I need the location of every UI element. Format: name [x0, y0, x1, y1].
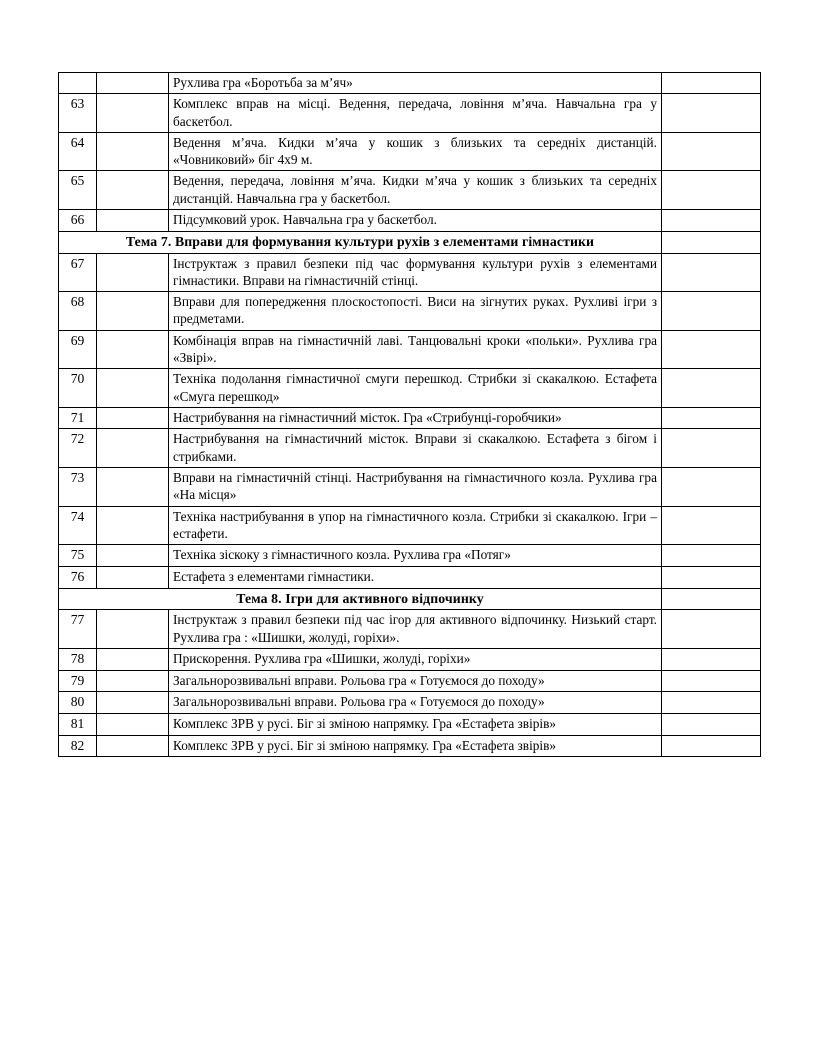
theme-header-row — [59, 231, 761, 253]
notes-cell[interactable] — [662, 566, 761, 588]
lesson-content-cell: Ведення м’яча. Кидки м’яча у кошик з близьких та середніх дистанцій. «Човниковий» біг 4х9 м. — [169, 132, 662, 171]
theme-title: Тема 8. Ігри для активного відпочинку — [59, 588, 662, 610]
table-row — [59, 545, 761, 567]
lesson-date-cell[interactable] — [97, 171, 169, 210]
lesson-content-cell: Підсумковий урок. Навчальна гра у баскетбол. — [169, 209, 662, 231]
lesson-number-cell: 64 — [59, 132, 97, 171]
table-row — [59, 506, 761, 545]
lesson-content-cell: Комплекс вправ на місці. Ведення, передача, ловіння м’яча. Навчальна гра у баскетбол. — [169, 94, 662, 133]
lesson-number-cell: 69 — [59, 330, 97, 369]
lesson-date-cell[interactable] — [97, 209, 169, 231]
lesson-number-cell: 80 — [59, 692, 97, 714]
lesson-number-cell: 66 — [59, 209, 97, 231]
table-row — [59, 429, 761, 468]
lesson-content-cell: Інструктаж з правил безпеки під час формування культури рухів з елементами гімнастики. Вправи на гімнастичній стінці. — [169, 253, 662, 292]
lesson-date-cell[interactable] — [97, 692, 169, 714]
notes-cell[interactable] — [662, 209, 761, 231]
lesson-number-cell: 74 — [59, 506, 97, 545]
lesson-date-cell[interactable] — [97, 253, 169, 292]
lesson-date-cell[interactable] — [97, 73, 169, 94]
theme-title: Тема 7. Вправи для формування культури рухів з елементами гімнастики — [59, 231, 662, 253]
lesson-number-cell: 75 — [59, 545, 97, 567]
notes-cell[interactable] — [662, 692, 761, 714]
lesson-content-cell: Вправи на гімнастичній стінці. Настрибування на гімнастичного козла. Рухлива гра «На місця» — [169, 468, 662, 507]
table-row — [59, 735, 761, 757]
lesson-date-cell[interactable] — [97, 132, 169, 171]
table-row — [59, 610, 761, 649]
lesson-content-cell: Комбінація вправ на гімнастичній лаві. Танцювальні кроки «польки». Рухлива гра «Звірі». — [169, 330, 662, 369]
lesson-date-cell[interactable] — [97, 330, 169, 369]
lesson-number-cell — [59, 73, 97, 94]
notes-cell[interactable] — [662, 407, 761, 429]
lesson-number-cell: 82 — [59, 735, 97, 757]
lesson-content-cell: Вправи для попередження плоскостопості. Виси на зігнутих руках. Рухливі ігри з предметами. — [169, 292, 662, 331]
notes-cell[interactable] — [662, 369, 761, 408]
lesson-number-cell: 63 — [59, 94, 97, 133]
notes-cell[interactable] — [662, 714, 761, 736]
lesson-number-cell: 72 — [59, 429, 97, 468]
lesson-date-cell[interactable] — [97, 94, 169, 133]
notes-cell[interactable] — [662, 468, 761, 507]
lesson-date-cell[interactable] — [97, 735, 169, 757]
table-row — [59, 73, 761, 94]
lesson-date-cell[interactable] — [97, 369, 169, 408]
lesson-content-cell: Комплекс ЗРВ у русі. Біг зі зміною напрямку. Гра «Естафета звірів» — [169, 735, 662, 757]
lesson-date-cell[interactable] — [97, 610, 169, 649]
table-row — [59, 670, 761, 692]
lesson-content-cell: Ведення, передача, ловіння м’яча. Кидки м’яча у кошик з близьких та середніх дистанцій. Навчальна гра у баскетбол. — [169, 171, 662, 210]
lesson-date-cell[interactable] — [97, 545, 169, 567]
table-row — [59, 132, 761, 171]
notes-cell[interactable] — [662, 670, 761, 692]
table-row — [59, 369, 761, 408]
curriculum-table — [58, 72, 761, 757]
lesson-number-cell: 68 — [59, 292, 97, 331]
lesson-content-cell: Настрибування на гімнастичний місток. Вправи зі скакалкою. Естафета з бігом і стрибками. — [169, 429, 662, 468]
notes-cell[interactable] — [662, 545, 761, 567]
lesson-content-cell: Загальнорозвивальні вправи. Рольова гра « Готуємося до походу» — [169, 670, 662, 692]
notes-cell[interactable] — [662, 171, 761, 210]
table-row — [59, 407, 761, 429]
table-row — [59, 566, 761, 588]
lesson-content-cell: Естафета з елементами гімнастики. — [169, 566, 662, 588]
table-row — [59, 253, 761, 292]
curriculum-table-body — [59, 73, 761, 757]
lesson-content-cell: Загальнорозвивальні вправи. Рольова гра « Готуємося до походу» — [169, 692, 662, 714]
lesson-date-cell[interactable] — [97, 468, 169, 507]
table-row — [59, 649, 761, 671]
lesson-content-cell: Техніка настрибування в упор на гімнастичного козла. Стрибки зі скакалкою. Ігри – естафети. — [169, 506, 662, 545]
curriculum-table-container — [58, 72, 760, 757]
lesson-content-cell: Прискорення. Рухлива гра «Шишки, жолуді, горіхи» — [169, 649, 662, 671]
lesson-content-cell: Рухлива гра «Боротьба за м’яч» — [169, 73, 662, 94]
notes-cell[interactable] — [662, 506, 761, 545]
notes-cell[interactable] — [662, 292, 761, 331]
lesson-date-cell[interactable] — [97, 566, 169, 588]
notes-cell[interactable] — [662, 429, 761, 468]
lesson-number-cell: 77 — [59, 610, 97, 649]
lesson-date-cell[interactable] — [97, 429, 169, 468]
table-row — [59, 692, 761, 714]
table-row — [59, 292, 761, 331]
lesson-content-cell: Інструктаж з правил безпеки під час ігор для активного відпочинку. Низький старт. Рухлива гра : «Шишки, жолуді, горіхи». — [169, 610, 662, 649]
notes-cell[interactable] — [662, 649, 761, 671]
notes-cell[interactable] — [662, 94, 761, 133]
lesson-date-cell[interactable] — [97, 407, 169, 429]
lesson-number-cell: 71 — [59, 407, 97, 429]
lesson-number-cell: 78 — [59, 649, 97, 671]
notes-cell[interactable] — [662, 330, 761, 369]
table-row — [59, 171, 761, 210]
notes-cell[interactable] — [662, 610, 761, 649]
notes-cell[interactable] — [662, 231, 761, 253]
lesson-date-cell[interactable] — [97, 649, 169, 671]
lesson-number-cell: 67 — [59, 253, 97, 292]
notes-cell[interactable] — [662, 132, 761, 171]
table-row — [59, 330, 761, 369]
lesson-date-cell[interactable] — [97, 714, 169, 736]
theme-header-row — [59, 588, 761, 610]
lesson-content-cell: Техніка подолання гімнастичної смуги перешкод. Стрибки зі скакалкою. Естафета «Смуга перешкод» — [169, 369, 662, 408]
table-row — [59, 714, 761, 736]
lesson-number-cell: 65 — [59, 171, 97, 210]
table-row — [59, 94, 761, 133]
notes-cell[interactable] — [662, 73, 761, 94]
lesson-date-cell[interactable] — [97, 292, 169, 331]
notes-cell[interactable] — [662, 735, 761, 757]
notes-cell[interactable] — [662, 253, 761, 292]
lesson-date-cell[interactable] — [97, 506, 169, 545]
lesson-content-cell: Техніка зіскоку з гімнастичного козла. Рухлива гра «Потяг» — [169, 545, 662, 567]
lesson-number-cell: 79 — [59, 670, 97, 692]
notes-cell[interactable] — [662, 588, 761, 610]
table-row — [59, 468, 761, 507]
lesson-number-cell: 81 — [59, 714, 97, 736]
lesson-date-cell[interactable] — [97, 670, 169, 692]
lesson-content-cell: Настрибування на гімнастичний місток. Гра «Стрибунці-горобчики» — [169, 407, 662, 429]
table-row — [59, 209, 761, 231]
lesson-number-cell: 70 — [59, 369, 97, 408]
lesson-content-cell: Комплекс ЗРВ у русі. Біг зі зміною напрямку. Гра «Естафета звірів» — [169, 714, 662, 736]
lesson-number-cell: 76 — [59, 566, 97, 588]
lesson-number-cell: 73 — [59, 468, 97, 507]
